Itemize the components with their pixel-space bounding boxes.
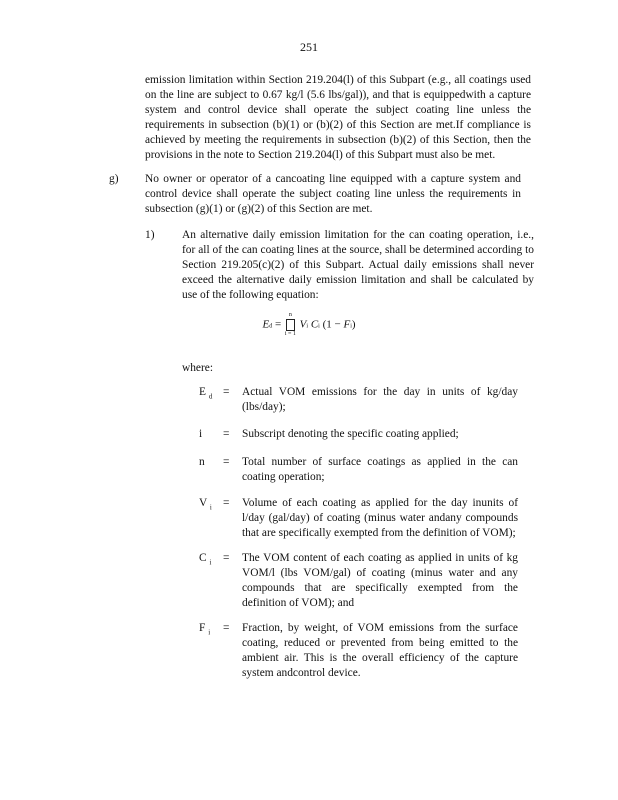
eq-c-sub: i bbox=[318, 323, 320, 330]
where-label: where: bbox=[182, 362, 213, 374]
emission-equation bbox=[0, 312, 618, 338]
summation-icon bbox=[286, 319, 295, 331]
item-1-label: 1) bbox=[145, 229, 155, 241]
def-symbol: V bbox=[199, 497, 208, 509]
def-symbol: F bbox=[199, 622, 206, 634]
def-equals: = bbox=[223, 386, 230, 398]
eq-sum-upper: n bbox=[288, 312, 292, 318]
def-text: Actual VOM emissions for the day in units of kg/day (lbs/day); bbox=[242, 386, 518, 413]
eq-lhs-sub: d bbox=[269, 323, 273, 330]
def-text: Subscript denoting the specific coating applied; bbox=[242, 428, 459, 440]
eq-f: F bbox=[343, 318, 351, 331]
def-symbol: i bbox=[199, 428, 203, 440]
def-subscript: i bbox=[208, 628, 211, 637]
def-text: Volume of each coating as applied for the day inunits of l/day (gal/day) of coating (minus water andany compounds that are specifically exempted from the definition of VOM); bbox=[242, 497, 518, 539]
def-equals: = bbox=[223, 552, 230, 564]
def-equals: = bbox=[223, 622, 230, 634]
def-text: The VOM content of each coating as applied in units of kg VOM/l (lbs VOM/gal) of coating (minus water and any compounds that are specifically exempted from the definition of VOM); and bbox=[242, 552, 518, 609]
eq-sum-lower: i = 1 bbox=[284, 331, 296, 337]
eq-v: V bbox=[299, 318, 307, 331]
eq-lhs: E bbox=[262, 318, 270, 331]
def-subscript: i bbox=[209, 558, 212, 567]
def-subscript: i bbox=[209, 503, 212, 512]
eq-paren-open: (1 − bbox=[322, 318, 344, 331]
def-equals: = bbox=[223, 428, 230, 440]
intro-paragraph: emission limitation within Section 219.204(l) of this Subpart (e.g., all coatings used on the line are subject to 0.67 kg/l (5.6 lbs/gal)), and that is equippedwith a capture system and control device shall operate the subject coating line unless the requirements in subsection (b)(1) or (b)(2) of this Section are met.If compliance is achieved by meeting the requirements in subsection (b)(2) of this Section, then the provisions in the note to Section 219.204(l) of this Subpart must also be met. bbox=[145, 74, 531, 161]
def-symbol: E bbox=[199, 386, 206, 398]
def-text: Fraction, by weight, of VOM emissions from the surface coating, reduced or prevented from being emitted to the ambient air. This is the overall efficiency of the capture system andcontrol device. bbox=[242, 622, 518, 679]
section-g-label: g) bbox=[109, 173, 119, 185]
def-equals: = bbox=[223, 456, 230, 468]
def-subscript: d bbox=[208, 392, 213, 401]
page-number: 251 bbox=[300, 40, 318, 54]
eq-v-sub: i bbox=[306, 323, 309, 330]
def-text: Total number of surface coatings as applied in the can coating operation; bbox=[242, 456, 518, 483]
item-1-text: An alternative daily emission limitation for the can coating operation, i.e., for all of the can coating lines at the source, shall be determined according to Section 219.205(c)(2) of this Subpart. Actual daily emissions shall never exceed the alternative daily emission limitation and shall be calculated by use of the following equation: bbox=[182, 229, 534, 301]
section-g-text: No owner or operator of a cancoating line equipped with a capture system and control device shall operate the subject coating line unless the requirements in subsection (g)(1) or (g)(2) of this Section are met. bbox=[145, 173, 521, 215]
def-symbol: n bbox=[199, 456, 205, 468]
eq-f-sub: i bbox=[350, 323, 352, 330]
def-equals: = bbox=[223, 497, 230, 509]
eq-equals: = bbox=[274, 318, 282, 331]
eq-paren-close: ) bbox=[351, 318, 356, 331]
def-symbol: C bbox=[199, 552, 207, 564]
eq-c: C bbox=[310, 318, 319, 331]
